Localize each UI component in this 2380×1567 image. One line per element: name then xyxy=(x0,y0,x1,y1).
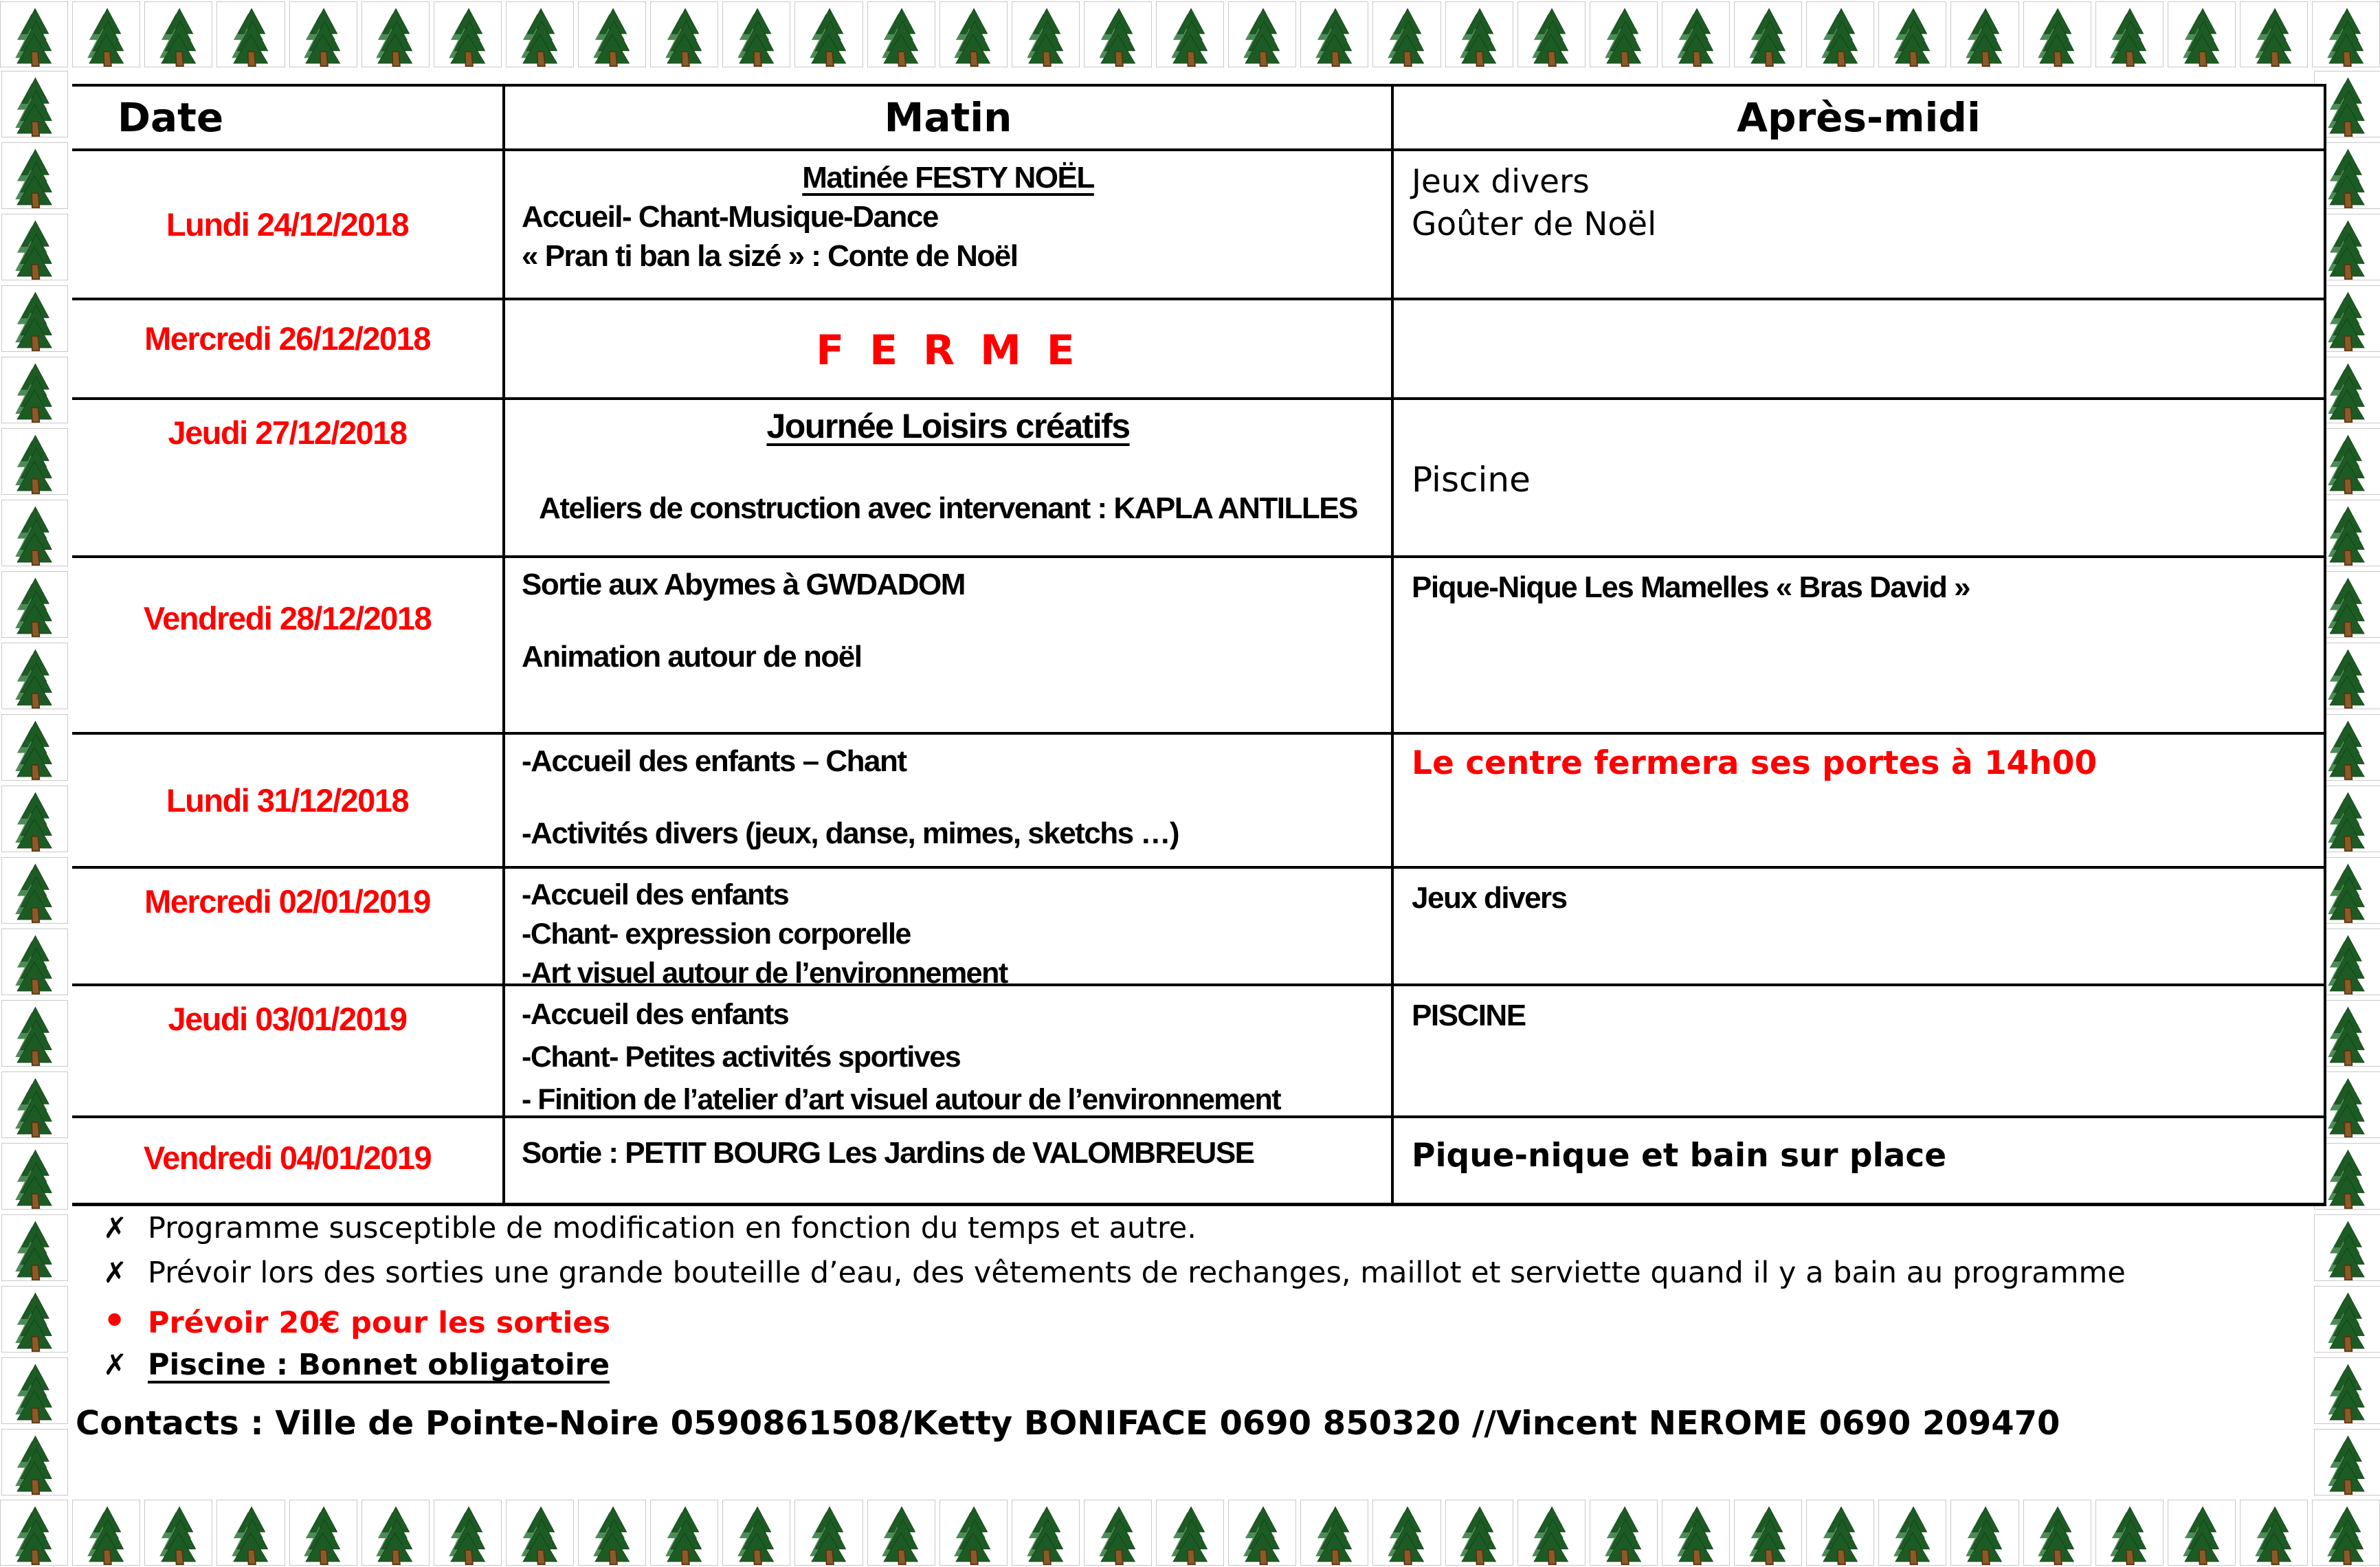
tree-border-top xyxy=(0,1,2380,67)
note-text: Prévoir lors des sorties une grande bouteille d’eau, des vêtements de rechanges, maillot et serviette quand il y a bain au programme xyxy=(148,1256,2126,1290)
christmas-tree-icon xyxy=(362,1,430,67)
header-date: Date xyxy=(117,94,224,141)
christmas-tree-icon xyxy=(2168,1500,2236,1566)
christmas-tree-icon xyxy=(2240,1500,2308,1566)
christmas-tree-icon xyxy=(216,1,285,67)
matin-cell xyxy=(502,986,1391,1126)
christmas-tree-icon xyxy=(506,1,574,67)
matin-line: -Chant- Petites activités sportives xyxy=(522,1041,961,1074)
table-header-row xyxy=(72,87,2324,148)
christmas-tree-icon xyxy=(434,1500,502,1566)
spacer xyxy=(522,446,1375,489)
christmas-tree-icon xyxy=(2023,1500,2091,1566)
note-item xyxy=(72,1300,2347,1348)
christmas-tree-icon xyxy=(1,500,68,566)
schedule-table xyxy=(72,84,2326,1206)
christmas-tree-icon xyxy=(1590,1,1658,67)
matin-cell xyxy=(502,735,1391,866)
christmas-tree-icon xyxy=(1300,1,1368,67)
christmas-tree-icon xyxy=(1,571,68,638)
christmas-tree-icon xyxy=(1,786,68,852)
christmas-tree-icon xyxy=(72,1500,140,1566)
christmas-tree-icon xyxy=(2023,1,2091,67)
matin-line: Accueil- Chant-Musique-Dance xyxy=(522,200,938,234)
christmas-tree-icon xyxy=(1,1214,68,1281)
matin-line: « Pran ti ban la sizé » : Conte de Noël xyxy=(522,239,1018,273)
date-cell: Jeudi 03/01/2019 xyxy=(168,1001,407,1037)
christmas-tree-icon xyxy=(1012,1,1080,67)
christmas-tree-icon xyxy=(1,71,68,137)
apm-line: Pique-nique et bain sur place xyxy=(1412,1137,1947,1175)
date-cell: Vendredi 04/01/2019 xyxy=(143,1140,432,1176)
christmas-tree-icon xyxy=(1,1429,68,1496)
christmas-tree-icon xyxy=(0,1,68,67)
closed-status: F E R M E xyxy=(816,326,1080,375)
date-cell: Mercredi 02/01/2019 xyxy=(144,883,430,920)
christmas-tree-icon xyxy=(1517,1500,1586,1566)
tree-border-bottom xyxy=(0,1500,2380,1566)
note-item xyxy=(72,1256,2347,1300)
christmas-tree-icon xyxy=(1,1000,68,1067)
matin-line: -Activités divers (jeux, danse, mimes, sketchs …) xyxy=(522,816,1179,850)
christmas-tree-icon xyxy=(1734,1500,1802,1566)
table-row-lundi-24-12 xyxy=(72,148,2324,298)
christmas-tree-icon xyxy=(722,1,790,67)
date-cell: Mercredi 26/12/2018 xyxy=(144,320,430,357)
note-item xyxy=(72,1211,2347,1256)
matin-cell xyxy=(502,400,1391,555)
matin-line: -Accueil des enfants xyxy=(522,878,789,911)
christmas-tree-icon xyxy=(722,1500,790,1566)
matin-line: - Finition de l’atelier d’art visuel autour de l’environnement xyxy=(522,1083,1281,1116)
christmas-tree-icon xyxy=(1300,1500,1368,1566)
matin-line: Animation autour de noël xyxy=(522,640,862,674)
christmas-tree-icon xyxy=(1,214,68,280)
apres-midi-cell xyxy=(1391,558,2324,732)
contacts-line: Contacts : Ville de Pointe-Noire 0590861508/Ketty BONIFACE 0690 850320 //Vincent NEROME 0690 209470 xyxy=(76,1404,2060,1443)
table-row-vendredi-28-12 xyxy=(72,555,2324,732)
christmas-tree-icon xyxy=(1012,1500,1080,1566)
matin-cell xyxy=(502,300,1391,397)
christmas-tree-icon xyxy=(1372,1500,1441,1566)
christmas-tree-icon xyxy=(2095,1500,2164,1566)
table-row-mercredi-02-01 xyxy=(72,866,2324,990)
christmas-tree-icon xyxy=(2312,1500,2380,1566)
christmas-tree-icon xyxy=(1,357,68,423)
christmas-tree-icon xyxy=(1662,1,1730,67)
christmas-tree-icon xyxy=(1806,1,1874,67)
apres-midi-cell xyxy=(1391,986,2324,1126)
header-apres-midi: Après-midi xyxy=(1391,87,2324,148)
apres-midi-cell xyxy=(1391,1118,2324,1203)
christmas-tree-icon xyxy=(1950,1500,2018,1566)
note-text-fee: Prévoir 20€ pour les sorties xyxy=(148,1306,611,1340)
matin-line: -Accueil des enfants – Chant xyxy=(522,744,907,778)
apm-line: Goûter de Noël xyxy=(1412,205,1657,243)
apm-line: Pique-Nique Les Mamelles « Bras David » xyxy=(1412,570,1970,604)
x-bullet-icon: ✗ xyxy=(103,1211,128,1245)
note-text: Programme susceptible de modification en fonction du temps et autre. xyxy=(148,1211,1197,1245)
christmas-tree-icon xyxy=(144,1,212,67)
christmas-tree-icon xyxy=(72,1,140,67)
x-bullet-icon: ✗ xyxy=(103,1348,128,1381)
christmas-tree-icon xyxy=(362,1500,430,1566)
christmas-tree-icon xyxy=(506,1500,574,1566)
christmas-tree-icon xyxy=(1372,1,1441,67)
note-item xyxy=(72,1348,2347,1394)
christmas-tree-icon xyxy=(939,1500,1008,1566)
christmas-tree-icon xyxy=(939,1,1008,67)
apres-midi-cell xyxy=(1391,400,2324,555)
matin-cell xyxy=(502,869,1391,999)
christmas-tree-icon xyxy=(1662,1500,1730,1566)
christmas-tree-icon xyxy=(1,1357,68,1424)
christmas-tree-icon xyxy=(1156,1,1224,67)
christmas-tree-icon xyxy=(1,1071,68,1138)
christmas-tree-icon xyxy=(1950,1,2018,67)
date-cell: Jeudi 27/12/2018 xyxy=(168,414,407,451)
matin-cell xyxy=(502,558,1391,732)
apm-line: Jeux divers xyxy=(1412,881,1567,915)
christmas-tree-icon xyxy=(1,857,68,924)
note-text-piscine: Piscine : Bonnet obligatoire xyxy=(148,1348,610,1382)
matin-line: Ateliers de construction avec intervenant : KAPLA ANTILLES xyxy=(539,491,1357,525)
footer-notes xyxy=(72,1211,2347,1443)
matin-line: Sortie : PETIT BOURG Les Jardins de VALOMBREUSE xyxy=(522,1136,1254,1170)
matin-cell xyxy=(502,1118,1391,1203)
dot-bullet-icon: • xyxy=(103,1300,126,1342)
christmas-tree-icon xyxy=(578,1500,646,1566)
christmas-tree-icon xyxy=(1,285,68,352)
christmas-tree-icon xyxy=(289,1500,357,1566)
table-row-jeudi-03-01 xyxy=(72,983,2324,1115)
table-row-mercredi-26-12 xyxy=(72,298,2324,397)
tree-border-left xyxy=(1,71,68,1496)
table-row-jeudi-27-12 xyxy=(72,397,2324,555)
christmas-tree-icon xyxy=(794,1,863,67)
christmas-tree-icon xyxy=(1228,1,1296,67)
table-row-lundi-31-12 xyxy=(72,732,2324,866)
christmas-tree-icon xyxy=(2168,1,2236,67)
christmas-tree-icon xyxy=(1,1143,68,1210)
christmas-tree-icon xyxy=(1445,1500,1513,1566)
christmas-tree-icon xyxy=(1,142,68,209)
christmas-tree-icon xyxy=(1228,1500,1296,1566)
apm-line: Piscine xyxy=(1412,460,1531,500)
christmas-tree-icon xyxy=(1734,1,1802,67)
christmas-tree-icon xyxy=(1806,1500,1874,1566)
date-cell: Lundi 31/12/2018 xyxy=(166,782,409,819)
spacer xyxy=(522,781,1375,814)
christmas-tree-icon xyxy=(867,1500,935,1566)
christmas-tree-icon xyxy=(216,1500,285,1566)
apres-midi-cell xyxy=(1391,300,2324,397)
apres-midi-cell xyxy=(1391,735,2324,866)
header-matin: Matin xyxy=(502,87,1391,148)
early-closing-alert: Le centre fermera ses portes à 14h00 xyxy=(1412,744,2098,782)
christmas-tree-icon xyxy=(1,714,68,781)
christmas-tree-icon xyxy=(650,1,718,67)
christmas-tree-icon xyxy=(0,1500,68,1566)
christmas-tree-icon xyxy=(578,1,646,67)
apm-line: PISCINE xyxy=(1412,999,1526,1032)
table-row-vendredi-04-01 xyxy=(72,1115,2324,1203)
christmas-tree-icon xyxy=(1,428,68,495)
matin-title: Journée Loisirs créatifs xyxy=(766,407,1130,445)
christmas-tree-icon xyxy=(1084,1,1152,67)
christmas-tree-icon xyxy=(2240,1,2308,67)
spacer xyxy=(522,604,1375,637)
apm-line: Jeux divers xyxy=(1412,163,1590,201)
christmas-tree-icon xyxy=(1,929,68,995)
christmas-tree-icon xyxy=(867,1,935,67)
date-cell: Lundi 24/12/2018 xyxy=(166,206,409,243)
christmas-tree-icon xyxy=(1084,1500,1152,1566)
christmas-tree-icon xyxy=(1878,1,1946,67)
christmas-tree-icon xyxy=(1590,1500,1658,1566)
christmas-tree-icon xyxy=(794,1500,863,1566)
matin-line: -Accueil des enfants xyxy=(522,998,789,1031)
apres-midi-cell xyxy=(1391,869,2324,999)
date-cell: Vendredi 28/12/2018 xyxy=(143,600,432,636)
christmas-tree-icon xyxy=(289,1,357,67)
matin-title: Matinée FESTY NOËL xyxy=(802,161,1094,195)
christmas-tree-icon xyxy=(1517,1,1586,67)
christmas-tree-icon xyxy=(1878,1500,1946,1566)
matin-line: Sortie aux Abymes à GWDADOM xyxy=(522,568,965,601)
christmas-tree-icon xyxy=(650,1500,718,1566)
christmas-tree-icon xyxy=(1,1286,68,1353)
christmas-tree-icon xyxy=(1445,1,1513,67)
christmas-tree-icon xyxy=(2095,1,2164,67)
matin-line: -Chant- expression corporelle xyxy=(522,918,911,951)
apres-midi-cell xyxy=(1391,151,2324,298)
christmas-tree-icon xyxy=(434,1,502,67)
matin-cell xyxy=(502,151,1391,298)
christmas-tree-icon xyxy=(2312,1,2380,67)
x-bullet-icon: ✗ xyxy=(103,1256,128,1289)
christmas-tree-icon xyxy=(1,643,68,709)
christmas-tree-icon xyxy=(1156,1500,1224,1566)
christmas-tree-icon xyxy=(144,1500,212,1566)
matin-line: -Art visuel autour de l’environnement xyxy=(522,957,1008,990)
